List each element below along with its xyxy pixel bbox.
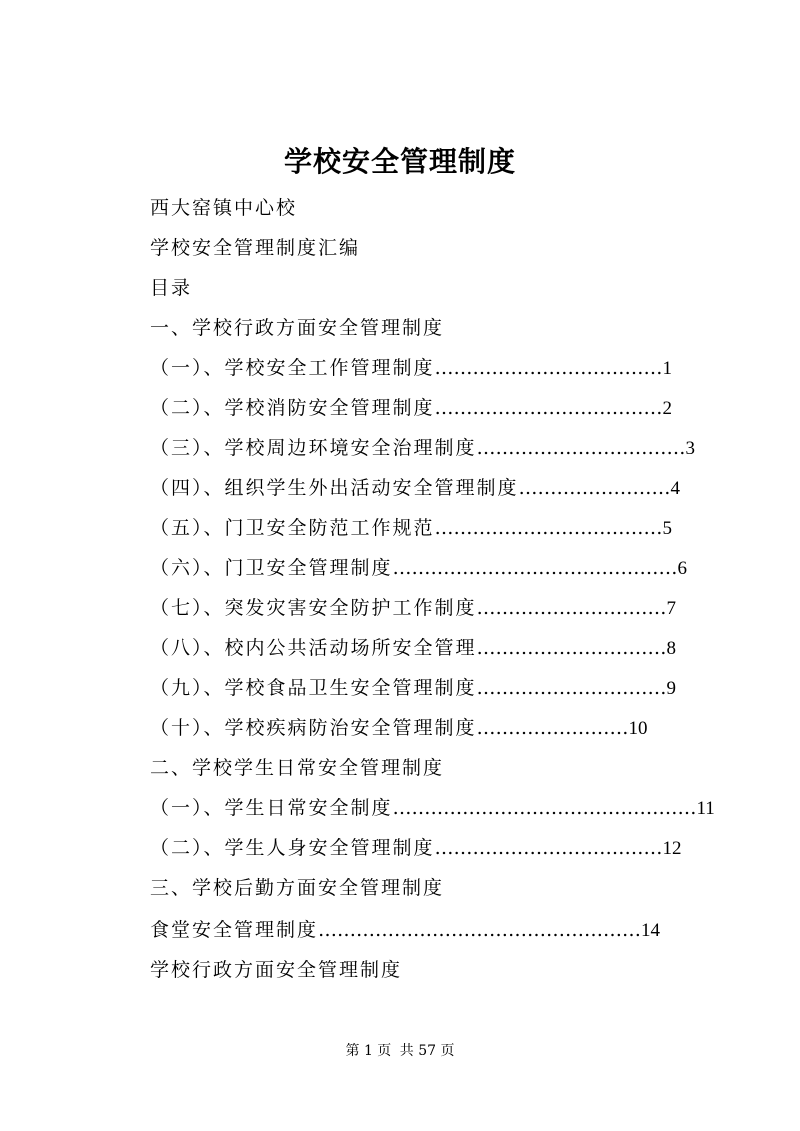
section-heading: 学校行政方面安全管理制度 — [150, 959, 403, 981]
toc-entry: （二）、学校消防安全管理制度………………………………2 — [150, 397, 673, 419]
toc-entry: （一）、学校安全工作管理制度………………………………1 — [150, 357, 673, 379]
toc-entry: 食堂安全管理制度……………………………………………14 — [150, 919, 661, 941]
toc-entry: （二）、学生人身安全管理制度………………………………12 — [150, 837, 682, 859]
toc-entry: （三）、学校周边环境安全治理制度……………………………3 — [150, 437, 696, 459]
toc-entry: （七）、突发灾害安全防护工作制度…………………………7 — [150, 597, 677, 619]
toc-entry: （九）、学校食品卫生安全管理制度…………………………9 — [150, 677, 677, 699]
page-total: 共 57 页 — [399, 1043, 455, 1059]
school-name: 西大窑镇中心校 — [150, 197, 298, 219]
toc-section-2: 二、学校学生日常安全管理制度 — [150, 757, 445, 779]
toc-entry: （十）、学校疾病防治安全管理制度……………………10 — [150, 717, 648, 739]
toc-entry: （六）、门卫安全管理制度………………………………………6 — [150, 557, 688, 579]
toc-section-3: 三、学校后勤方面安全管理制度 — [150, 877, 445, 899]
page-footer — [0, 1041, 800, 1061]
toc-entry: （一）、学生日常安全制度…………………………………………11 — [150, 797, 715, 819]
page-number: 第 1 页 — [345, 1043, 392, 1059]
toc-entry: （五）、门卫安全防范工作规范………………………………5 — [150, 517, 673, 539]
toc-section-1: 一、学校行政方面安全管理制度 — [150, 317, 445, 339]
document-title: 学校安全管理制度 — [283, 145, 516, 178]
toc-entry: （八）、校内公共活动场所安全管理…………………………8 — [150, 637, 677, 659]
document-subtitle: 学校安全管理制度汇编 — [150, 237, 361, 259]
toc-heading: 目录 — [150, 277, 193, 299]
toc-entry: （四）、组织学生外出活动安全管理制度……………………4 — [150, 477, 681, 499]
